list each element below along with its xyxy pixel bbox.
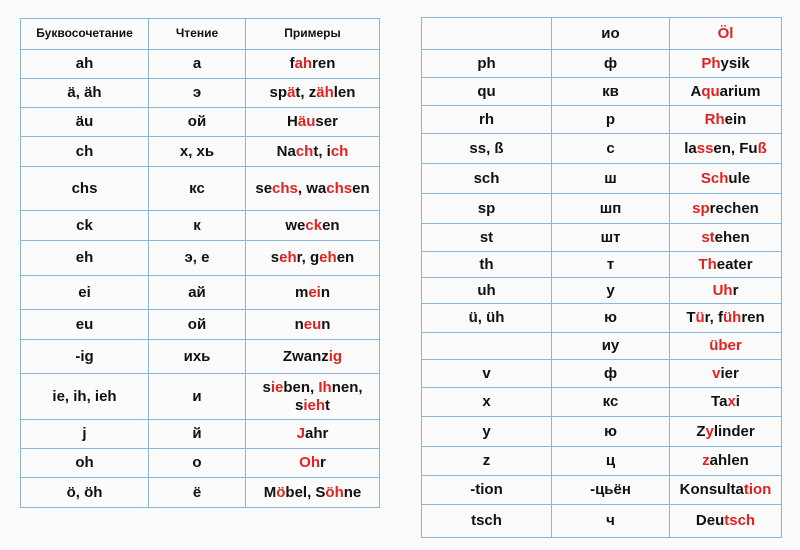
example-cell	[670, 333, 782, 360]
example-cell	[670, 106, 782, 134]
letter-combination-cell: ie, ih, ieh	[21, 374, 149, 420]
header-combo: Буквосочетание	[21, 19, 149, 50]
example-text: ein	[724, 110, 747, 128]
example-text: sp	[269, 84, 288, 102]
highlighted-letters: über	[709, 337, 742, 355]
example-text: n	[320, 283, 331, 301]
reading-cell: шп	[552, 194, 670, 224]
reading-cell: к	[149, 211, 246, 241]
table-row	[422, 304, 782, 333]
letter-combination-cell: -ig	[21, 340, 149, 374]
letter-combination-cell: oh	[21, 449, 149, 478]
highlighted-letters: Sch	[700, 169, 729, 187]
table-row	[422, 476, 782, 505]
reading-cell: ихь	[149, 340, 246, 374]
example-text: len	[333, 84, 356, 102]
example-text: en	[322, 216, 340, 234]
right-table	[421, 17, 782, 538]
example-cell	[670, 476, 782, 505]
example-cell	[246, 79, 380, 108]
example-cell	[670, 304, 782, 333]
example-text: arium	[719, 82, 761, 100]
example-cell	[246, 276, 380, 310]
example-text: ahr	[305, 425, 329, 443]
highlighted-letters: äu	[297, 113, 316, 131]
example-cell	[246, 340, 380, 374]
highlighted-letters: tion	[743, 481, 772, 499]
letter-combination-cell: ah	[21, 50, 149, 79]
example-cell	[670, 194, 782, 224]
highlighted-letters: äh	[316, 84, 334, 102]
reading-cell: кс	[149, 167, 246, 211]
example-text: Zwanz	[282, 347, 329, 365]
example-text: en, Fu	[713, 139, 758, 157]
example-text: ben,	[283, 379, 319, 397]
example-text: t	[325, 396, 331, 414]
table-row	[21, 340, 380, 374]
example-text: s	[262, 379, 271, 397]
highlighted-letters: ie	[270, 379, 284, 397]
example-text: linder	[713, 422, 755, 440]
reading-cell: ф	[552, 50, 670, 78]
reading-cell: ой	[149, 108, 246, 137]
reading-cell: иу	[552, 333, 670, 360]
example-text: r, g	[296, 249, 320, 267]
example-cell	[670, 252, 782, 278]
highlighted-letters: ß	[757, 139, 767, 157]
highlighted-letters: ö	[276, 483, 286, 501]
example-text: se	[255, 179, 273, 197]
reading-cell: ф	[552, 360, 670, 388]
letter-combination-cell: x	[422, 388, 552, 417]
letter-combination-cell: th	[422, 252, 552, 278]
reading-cell: -цьён	[552, 476, 670, 505]
highlighted-letters: öh	[325, 483, 344, 501]
highlighted-letters: ch	[295, 142, 314, 160]
highlighted-letters: st	[701, 228, 715, 246]
header-examples: Примеры	[246, 19, 380, 50]
highlighted-letters: Öl	[717, 24, 734, 42]
example-text: m	[294, 283, 309, 301]
reading-cell: ц	[552, 447, 670, 476]
example-text: n	[294, 315, 304, 333]
example-cell	[670, 417, 782, 447]
reading-cell: и	[149, 374, 246, 420]
letter-combination-cell: y	[422, 417, 552, 447]
highlighted-letters: Oh	[299, 454, 320, 472]
letter-combination-cell: ä, äh	[21, 79, 149, 108]
highlighted-letters: Ih	[318, 379, 332, 397]
example-text: t, z	[295, 84, 317, 102]
letter-combination-cell: st	[422, 224, 552, 252]
table-row	[21, 108, 380, 137]
example-cell	[246, 211, 380, 241]
letter-combination-cell: -tion	[422, 476, 552, 505]
example-text: H	[287, 113, 298, 131]
table-row	[422, 333, 782, 360]
example-text: ren	[312, 55, 336, 73]
header-row	[21, 19, 380, 50]
example-text: rechen	[709, 199, 759, 217]
letter-combination-cell	[422, 18, 552, 50]
example-text: ier	[720, 364, 739, 382]
reading-cell: ю	[552, 417, 670, 447]
reading-cell: х, хь	[149, 137, 246, 167]
highlighted-letters: J	[296, 425, 305, 443]
letter-combination-cell	[422, 333, 552, 360]
highlighted-letters: chs	[326, 179, 353, 197]
example-text: n	[321, 315, 331, 333]
highlighted-letters: ck	[305, 216, 323, 234]
reading-cell: кв	[552, 78, 670, 106]
highlighted-letters: eu	[303, 315, 322, 333]
letter-combination-cell: ss, ß	[422, 134, 552, 164]
example-cell	[246, 310, 380, 340]
letter-combination-cell: ö, öh	[21, 478, 149, 508]
highlighted-letters: üh	[723, 309, 742, 327]
table-row	[21, 478, 380, 508]
highlighted-letters: tsch	[724, 512, 756, 530]
example-text: en	[352, 179, 370, 197]
example-cell	[670, 164, 782, 194]
table-row	[21, 167, 380, 211]
letter-combination-cell: tsch	[422, 505, 552, 538]
highlighted-letters: ig	[328, 347, 343, 365]
highlighted-letters: v	[712, 364, 721, 382]
highlighted-letters: Uh	[712, 281, 733, 299]
reading-cell: а	[149, 50, 246, 79]
letter-combination-cell: j	[21, 420, 149, 449]
reading-cell: й	[149, 420, 246, 449]
example-text: eater	[716, 255, 753, 273]
reading-cell: э	[149, 79, 246, 108]
example-text: ne	[343, 483, 362, 501]
highlighted-letters: eh	[279, 249, 297, 267]
example-cell	[246, 50, 380, 79]
letter-combination-cell: ph	[422, 50, 552, 78]
letter-combination-cell: rh	[422, 106, 552, 134]
table-row	[422, 417, 782, 447]
example-text: ysik	[720, 54, 750, 72]
highlighted-letters: chs	[272, 179, 298, 197]
reading-cell: ё	[149, 478, 246, 508]
example-cell	[246, 374, 380, 420]
example-text: la	[684, 139, 697, 157]
example-text: ren	[741, 309, 765, 327]
example-text: Ta	[711, 393, 728, 411]
highlighted-letters: ah	[294, 55, 313, 73]
example-cell	[246, 167, 380, 211]
highlighted-letters: Th	[698, 255, 717, 273]
example-text: ahlen	[709, 452, 749, 470]
example-text: Na	[276, 142, 296, 160]
table-row	[422, 134, 782, 164]
example-text: A	[690, 82, 702, 100]
reading-cell: р	[552, 106, 670, 134]
highlighted-letters: eh	[319, 249, 337, 267]
table-row	[422, 447, 782, 476]
highlighted-letters: Ph	[701, 54, 721, 72]
example-text: i	[735, 393, 740, 411]
example-cell	[670, 134, 782, 164]
example-text: r	[732, 281, 739, 299]
table-row	[21, 137, 380, 167]
table-row	[422, 505, 782, 538]
example-cell	[670, 78, 782, 106]
table-row	[422, 360, 782, 388]
header-reading: Чтение	[149, 19, 246, 50]
letter-combination-cell: äu	[21, 108, 149, 137]
highlighted-letters: ss	[696, 139, 714, 157]
highlighted-letters: Rh	[704, 110, 725, 128]
letter-combination-cell: qu	[422, 78, 552, 106]
example-text: t, i	[313, 142, 331, 160]
table-row	[422, 106, 782, 134]
example-cell	[670, 360, 782, 388]
table-row	[422, 18, 782, 50]
reading-cell: ой	[149, 310, 246, 340]
table-row	[422, 252, 782, 278]
letter-combination-cell: ü, üh	[422, 304, 552, 333]
table-row	[21, 50, 380, 79]
reading-cell: ч	[552, 505, 670, 538]
example-text: Deu	[695, 512, 725, 530]
example-text: Z	[696, 422, 706, 440]
highlighted-letters: ch	[330, 142, 349, 160]
highlighted-letters: sp	[692, 199, 710, 217]
letter-combination-cell: ch	[21, 137, 149, 167]
highlighted-letters: z	[702, 452, 710, 470]
letter-combination-cell: ei	[21, 276, 149, 310]
table-row	[422, 50, 782, 78]
letter-combination-cell: z	[422, 447, 552, 476]
example-text: r	[320, 454, 326, 472]
table-row	[21, 420, 380, 449]
example-cell	[246, 108, 380, 137]
example-cell	[670, 278, 782, 304]
table-row	[422, 78, 782, 106]
letter-combination-cell: eu	[21, 310, 149, 340]
table-row	[21, 211, 380, 241]
reading-cell: э, е	[149, 241, 246, 276]
example-text: M	[263, 483, 277, 501]
table-row	[21, 310, 380, 340]
table-row	[422, 194, 782, 224]
example-text: f	[289, 55, 295, 73]
highlighted-letters: ä	[287, 84, 296, 102]
example-cell	[670, 447, 782, 476]
example-text: ser	[315, 113, 338, 131]
example-cell	[246, 478, 380, 508]
example-text: Konsulta	[679, 481, 744, 499]
table-row	[21, 449, 380, 478]
example-cell	[670, 505, 782, 538]
letter-combination-cell: v	[422, 360, 552, 388]
example-cell	[246, 449, 380, 478]
example-cell	[246, 241, 380, 276]
example-text: bel, S	[285, 483, 326, 501]
example-cell	[246, 420, 380, 449]
example-cell	[670, 224, 782, 252]
example-text: T	[686, 309, 696, 327]
letter-combination-cell: chs	[21, 167, 149, 211]
letter-combination-cell: uh	[422, 278, 552, 304]
reading-cell: ш	[552, 164, 670, 194]
letter-combination-cell: sp	[422, 194, 552, 224]
example-cell	[670, 388, 782, 417]
example-text: r, f	[704, 309, 723, 327]
reading-cell: т	[552, 252, 670, 278]
table-row	[422, 388, 782, 417]
example-cell	[246, 137, 380, 167]
highlighted-letters: ieh	[303, 396, 326, 414]
reading-cell: с	[552, 134, 670, 164]
reading-cell: о	[149, 449, 246, 478]
table-row	[21, 79, 380, 108]
example-text: en	[336, 249, 355, 267]
letter-combination-cell: eh	[21, 241, 149, 276]
example-text: nen, s	[294, 379, 363, 414]
reading-cell: шт	[552, 224, 670, 252]
reading-cell: у	[552, 278, 670, 304]
highlighted-letters: y	[705, 422, 714, 440]
example-text: we	[285, 216, 306, 234]
highlighted-letters: ü	[695, 309, 705, 327]
highlighted-letters: x	[727, 393, 736, 411]
letter-combination-cell: ck	[21, 211, 149, 241]
left-table	[20, 18, 380, 508]
highlighted-letters: ei	[308, 283, 321, 301]
table-row	[21, 241, 380, 276]
table-row	[422, 278, 782, 304]
example-text: s	[270, 249, 280, 267]
reading-cell: ю	[552, 304, 670, 333]
reading-cell: ио	[552, 18, 670, 50]
highlighted-letters: qu	[701, 82, 720, 100]
table-row	[21, 374, 380, 420]
reading-cell: ай	[149, 276, 246, 310]
table-row	[21, 276, 380, 310]
letter-combination-cell: sch	[422, 164, 552, 194]
example-cell	[670, 50, 782, 78]
example-text: ehen	[714, 228, 750, 246]
example-text: , wa	[297, 179, 327, 197]
table-row	[422, 164, 782, 194]
example-text: ule	[728, 169, 751, 187]
table-row	[422, 224, 782, 252]
reading-cell: кс	[552, 388, 670, 417]
example-cell	[670, 18, 782, 50]
